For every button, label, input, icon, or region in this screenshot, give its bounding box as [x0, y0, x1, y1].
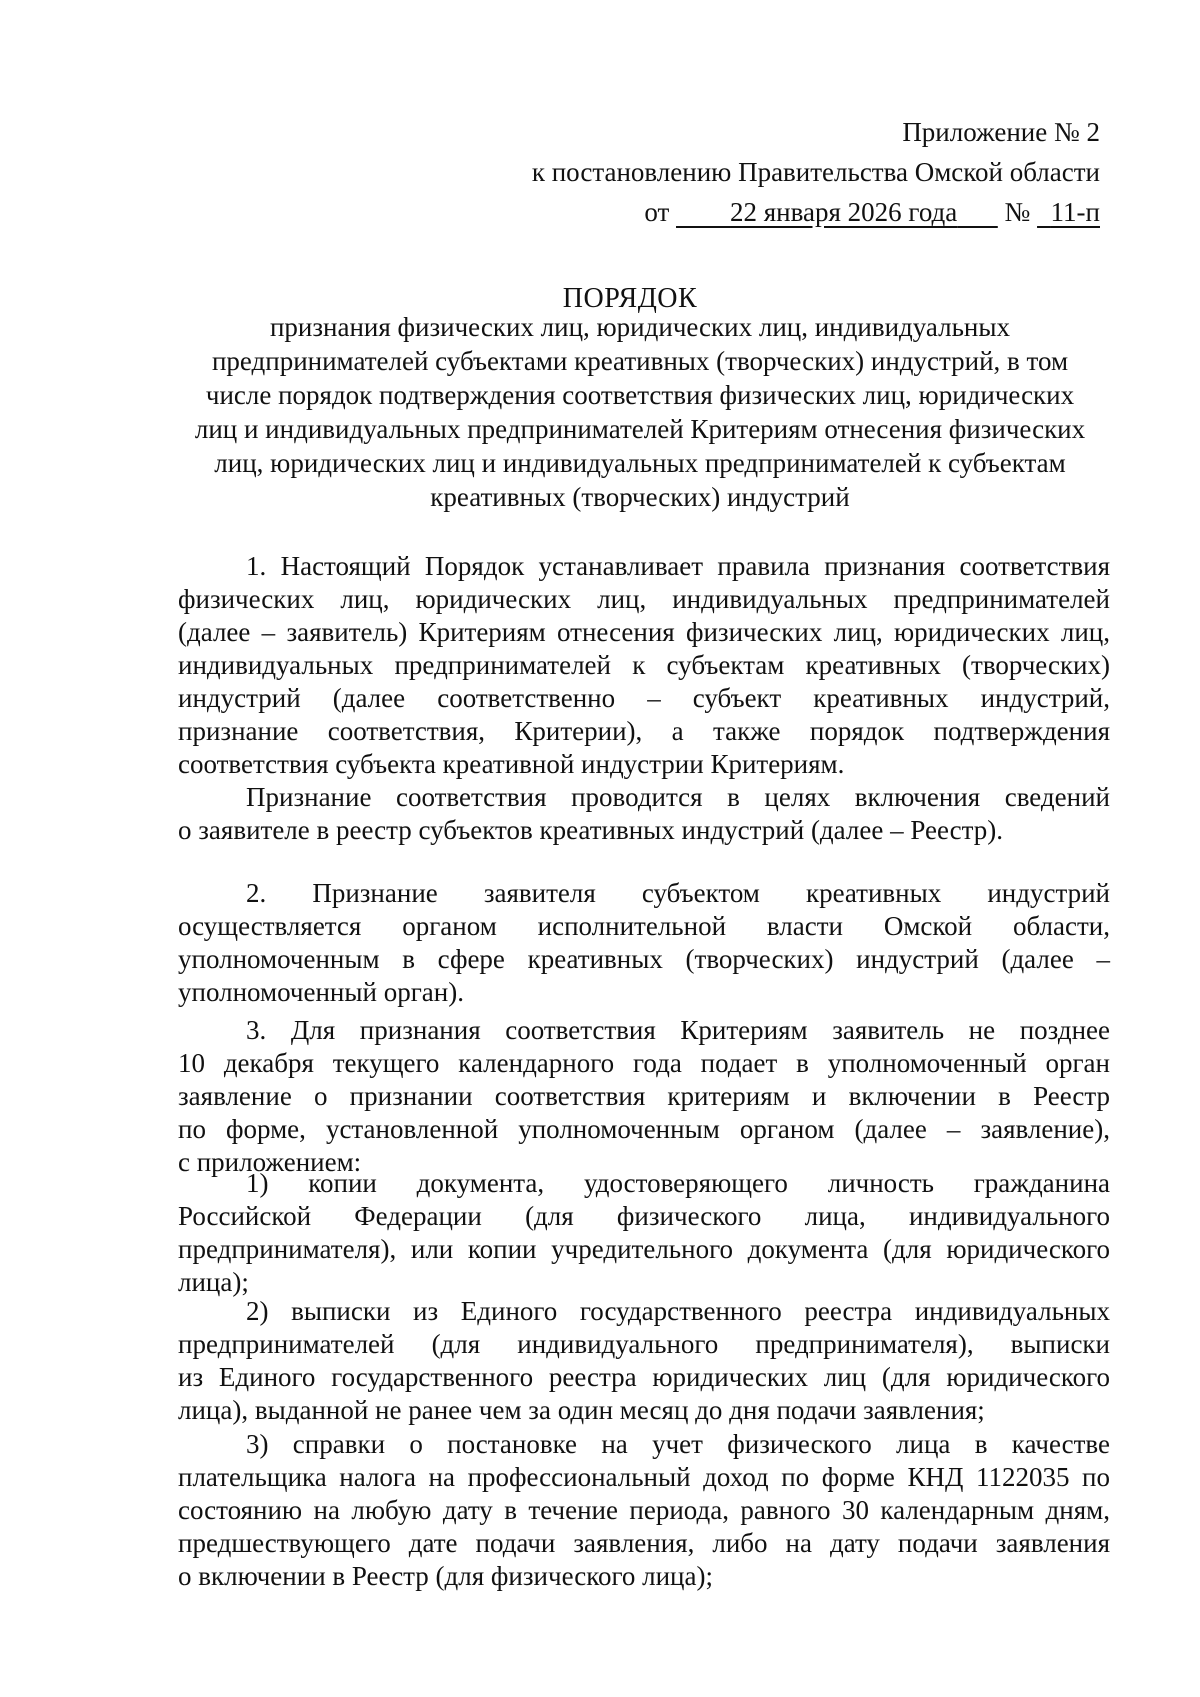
document-title: ПОРЯДОК [562, 283, 698, 314]
paragraph-line: 2) выписки из Единого государственного реестра индивидуальных [246, 1296, 1110, 1326]
from-label: от [644, 197, 670, 227]
paragraph-line: предпринимателей (для индивидуального предпринимателя), выписки [178, 1329, 1110, 1359]
paragraph-line: уполномоченным в сфере креативных (творческих) индустрий (далее – [178, 944, 1110, 974]
paragraph [178, 781, 1110, 847]
paragraph-line: лица), выданной не ранее чем за один месяц до дня подачи заявления; [178, 1395, 985, 1425]
subtitle-line: лиц и индивидуальных предпринимателей Критериям отнесения физических [194, 414, 1086, 444]
paragraph-line: Российской Федерации (для физического лица, индивидуального [178, 1201, 1110, 1231]
paragraph-line: предпринимателя), или копии учредительного документа (для юридического [178, 1234, 1110, 1264]
paragraph-line: индустрий (далее соответственно – субъект креативных индустрий, [178, 683, 1110, 713]
paragraph-line: о заявителе в реестр субъектов креативных индустрий (далее – Реестр). [178, 815, 1003, 845]
number-label: № [1004, 197, 1031, 227]
paragraph [178, 877, 1110, 1009]
paragraph-line: по форме, установленной уполномоченным органом (далее – заявление), [178, 1114, 1110, 1144]
appendix-number: Приложение № 2 [902, 117, 1100, 147]
paragraph-line: 10 декабря текущего календарного года подает в уполномоченный орган [178, 1048, 1110, 1078]
paragraph-line: с приложением: [178, 1147, 362, 1177]
number-value: 11-п [1050, 197, 1100, 227]
paragraph [178, 1295, 1110, 1427]
subtitle-line: числе порядок подтверждения соответствия физических лиц, юридических [205, 380, 1075, 410]
paragraph-line: Признание соответствия проводится в целях включения сведений [246, 782, 1110, 812]
paragraph-line: 1. Настоящий Порядок устанавливает правила признания соответствия [246, 551, 1110, 581]
paragraph-line: предшествующего дате подачи заявления, либо на дату подачи заявления [178, 1528, 1110, 1558]
paragraph [178, 550, 1110, 781]
date-value: 22 января 2026 года [730, 197, 958, 227]
paragraph-line: состоянию на любую дату в течение периода, равного 30 календарным дням, [178, 1495, 1110, 1525]
paragraph-line: индивидуальных предпринимателей к субъектам креативных (творческих) [178, 650, 1110, 680]
paragraph-line: плательщика налога на профессиональный доход по форме КНД 1122035 по [178, 1462, 1110, 1492]
subtitle-line: предпринимателей субъектами креативных (творческих) индустрий, в том [211, 346, 1069, 376]
paragraph [178, 1428, 1110, 1593]
appendix-date-line [400, 192, 1100, 232]
appendix-reference: к постановлению Правительства Омской области [531, 157, 1100, 187]
subtitle-line: признания физических лиц, юридических лиц, индивидуальных [269, 312, 1010, 342]
subtitle-line: креативных (творческих) индустрий [430, 482, 850, 512]
paragraph-line: 3) справки о постановке на учет физического лица в качестве [246, 1429, 1110, 1459]
paragraph-line: из Единого государственного реестра юридических лиц (для юридического [178, 1362, 1110, 1392]
paragraph-line: 1) копии документа, удостоверяющего личность гражданина [246, 1168, 1110, 1198]
paragraph-line: (далее – заявитель) Критериям отнесения физических лиц, юридических лиц, [178, 617, 1110, 647]
paragraph-line: 3. Для признания соответствия Критериям заявитель не позднее [246, 1015, 1110, 1045]
paragraph-line: соответствия субъекта креативной индустрии Критериям. [178, 749, 845, 779]
paragraph-line: осуществляется органом исполнительной власти Омской области, [178, 911, 1110, 941]
paragraph-line: 2. Признание заявителя субъектом креативных индустрий [246, 878, 1110, 908]
appendix-header [400, 112, 1100, 232]
paragraph-line: физических лиц, юридических лиц, индивидуальных предпринимателей [178, 584, 1110, 614]
subtitle-line: лиц, юридических лиц и индивидуальных предпринимателей к субъектам [214, 448, 1066, 478]
paragraph [178, 1167, 1110, 1299]
paragraph-line: признание соответствия, Критерии), а также порядок подтверждения [178, 716, 1110, 746]
paragraph-line: заявление о признании соответствия критериям и включении в Реестр [178, 1081, 1110, 1111]
paragraph-line: лица); [178, 1267, 249, 1297]
paragraph-line: о включении в Реестр (для физического лица); [178, 1561, 713, 1591]
document-subtitle [170, 310, 1110, 514]
paragraph [178, 1014, 1110, 1179]
paragraph-line: уполномоченный орган). [178, 977, 464, 1007]
